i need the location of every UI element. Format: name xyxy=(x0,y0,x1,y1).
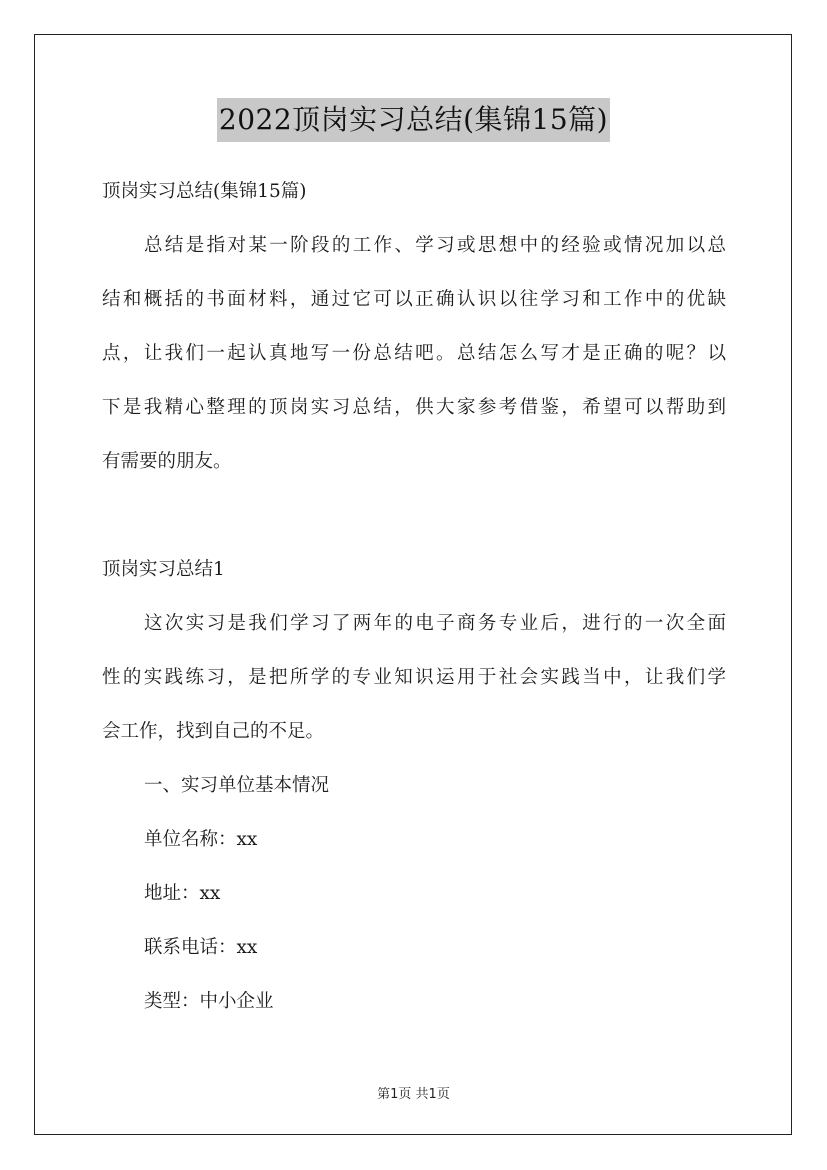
intro-line: 总结是指对某一阶段的工作、学习或思想中的经验或情况加以总 xyxy=(144,235,726,256)
subtitle: 顶岗实习总结(集锦15篇) xyxy=(102,181,307,202)
title-container xyxy=(0,98,827,142)
document-title: 2022顶岗实习总结(集锦15篇) xyxy=(217,98,610,142)
section-paragraph-line: 会工作，找到自己的不足。 xyxy=(102,721,325,742)
section-paragraph-line: 性的实践练习，是把所学的专业知识运用于社会实践当中，让我们学 xyxy=(102,667,726,688)
page-footer: 第1页 共1页 xyxy=(377,1087,450,1102)
intro-line: 结和概括的书面材料，通过它可以正确认识以往学习和工作中的优缺 xyxy=(102,289,726,310)
intro-line: 有需要的朋友。 xyxy=(102,451,232,472)
info-field: 联系电话：xx xyxy=(144,937,258,958)
info-field: 单位名称：xx xyxy=(144,829,258,850)
section-heading: 顶岗实习总结1 xyxy=(102,559,225,580)
section-subheading: 一、实习单位基本情况 xyxy=(144,775,330,796)
info-field: 类型：中小企业 xyxy=(144,991,274,1012)
paragraph-gap xyxy=(102,496,726,550)
document-body xyxy=(102,172,726,1036)
section-paragraph-line: 这次实习是我们学习了两年的电子商务专业后，进行的一次全面 xyxy=(144,613,726,634)
intro-line: 点，让我们一起认真地写一份总结吧。总结怎么写才是正确的呢？以 xyxy=(102,343,726,364)
info-field: 地址：xx xyxy=(144,883,221,904)
intro-line: 下是我精心整理的顶岗实习总结，供大家参考借鉴，希望可以帮助到 xyxy=(102,397,726,418)
